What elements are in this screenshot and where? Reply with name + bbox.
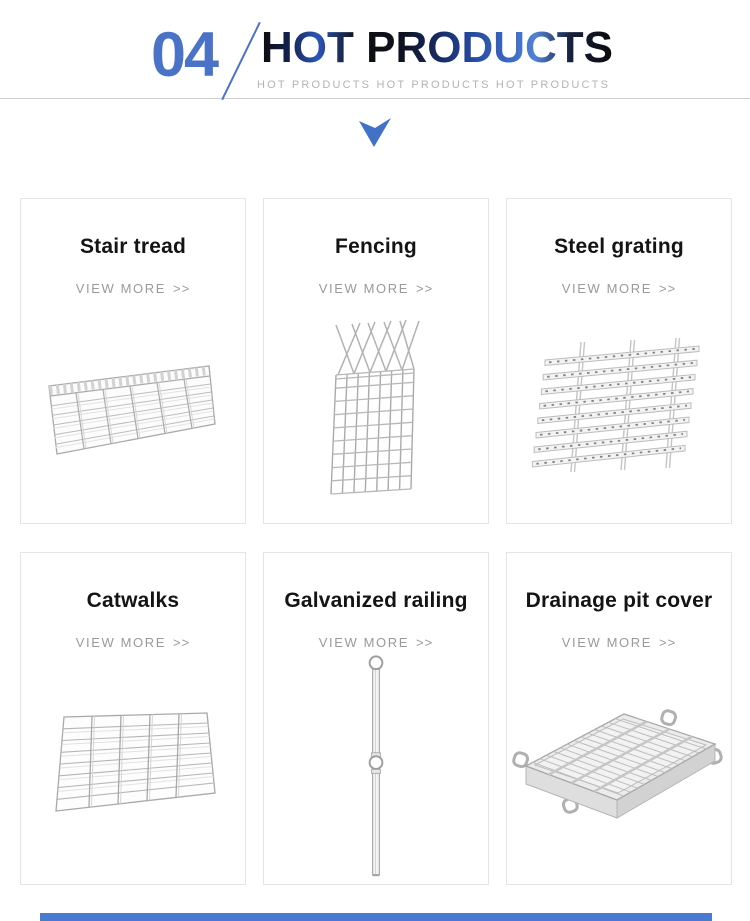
view-more-link[interactable] <box>562 635 676 650</box>
product-image-catwalks[interactable] <box>21 650 245 884</box>
railing-illustration <box>358 652 394 882</box>
view-more-label: VIEW MORE <box>75 281 167 296</box>
product-title: Steel grating <box>554 235 684 258</box>
view-more-link[interactable] <box>319 635 433 650</box>
product-card-fencing <box>263 198 489 524</box>
view-more-link[interactable] <box>562 281 676 296</box>
product-title: Catwalks <box>86 589 180 612</box>
view-more-link[interactable] <box>76 281 190 296</box>
product-title: Fencing <box>335 235 417 258</box>
view-more-label: VIEW MORE <box>561 281 653 296</box>
product-image-steel-grating[interactable] <box>507 296 731 523</box>
product-card-steel-grating <box>506 198 732 524</box>
product-title: Drainage pit cover <box>525 589 713 612</box>
product-image-fencing[interactable] <box>264 296 488 523</box>
product-title: Galvanized railing <box>284 589 468 612</box>
product-card-catwalks <box>20 552 246 885</box>
double-arrow-icon: >> <box>659 635 677 650</box>
view-more-link[interactable] <box>76 635 190 650</box>
view-more-label: VIEW MORE <box>318 281 410 296</box>
down-arrow-icon <box>358 118 392 147</box>
steel-grating-illustration <box>529 332 709 487</box>
footer-accent-bar <box>40 913 712 921</box>
diagonal-slash-decoration <box>221 22 260 100</box>
double-arrow-icon: >> <box>173 635 191 650</box>
product-image-stair-tread[interactable] <box>21 296 245 523</box>
section-subtitle: HOT PRODUCTS HOT PRODUCTS HOT PRODUCTS <box>257 79 611 91</box>
product-card-galvanized-railing <box>263 552 489 885</box>
view-more-link[interactable] <box>319 281 433 296</box>
section-header <box>0 0 750 99</box>
product-card-stair-tread <box>20 198 246 524</box>
double-arrow-icon: >> <box>173 281 191 296</box>
product-image-galvanized-railing[interactable] <box>264 650 488 884</box>
product-title: Stair tread <box>79 235 187 258</box>
drainage-cover-illustration <box>512 700 727 835</box>
section-title: HOT PRODUCTS <box>261 23 613 72</box>
catwalks-illustration <box>46 707 221 827</box>
double-arrow-icon: >> <box>416 635 434 650</box>
double-arrow-icon: >> <box>416 281 434 296</box>
product-card-drainage-pit-cover <box>506 552 732 885</box>
view-more-label: VIEW MORE <box>561 635 653 650</box>
stair-tread-illustration <box>43 360 223 460</box>
view-more-label: VIEW MORE <box>318 635 410 650</box>
double-arrow-icon: >> <box>659 281 677 296</box>
fencing-illustration <box>311 317 441 502</box>
section-number: 04 <box>151 20 218 90</box>
product-grid <box>0 198 750 885</box>
view-more-label: VIEW MORE <box>75 635 167 650</box>
scroll-indicator <box>0 118 750 147</box>
product-image-drainage-pit-cover[interactable] <box>507 650 731 884</box>
